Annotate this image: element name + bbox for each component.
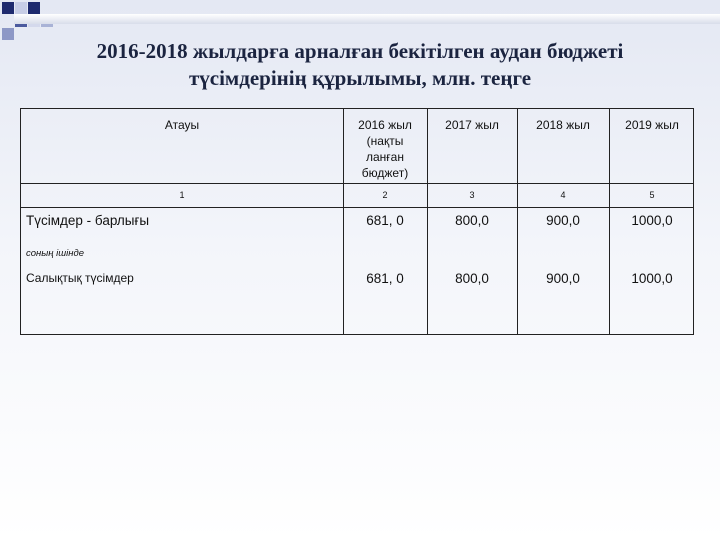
header-2017: 2017 жыл — [445, 118, 499, 132]
column-number: 1 — [179, 190, 185, 200]
header-2018: 2018 жыл — [536, 118, 590, 132]
header-2016: 2016 жыл (нақты ланған бюджет) — [358, 118, 412, 180]
page-title — [40, 38, 680, 92]
title-line-2: түсімдерінің құрылымы, млн. теңге — [188, 66, 532, 90]
cell-value: 900,0 — [546, 213, 580, 228]
row-label-tax: Салықтық түсімдер — [26, 271, 134, 285]
cell-value: 681, 0 — [366, 271, 404, 286]
row-label-total: Түсімдер - барлығы — [26, 213, 150, 228]
column-number: 2 — [382, 190, 388, 200]
cell-value: 800,0 — [455, 213, 489, 228]
grid-line — [21, 183, 693, 184]
column-number: 4 — [560, 190, 566, 200]
column-number: 5 — [649, 190, 655, 200]
cell-value: 800,0 — [455, 271, 489, 286]
row-label-including: соның ішінде — [26, 248, 84, 259]
budget-table — [20, 108, 694, 335]
header-2019: 2019 жыл — [625, 118, 679, 132]
title-line-1: 2016-2018 жылдарға арналған бекітілген аудан бюджеті — [96, 39, 624, 63]
cell-value: 900,0 — [546, 271, 580, 286]
header-band — [14, 14, 720, 24]
cell-value: 1000,0 — [631, 213, 673, 228]
column-number: 3 — [469, 190, 475, 200]
grid-line — [21, 207, 693, 208]
cell-value: 681, 0 — [366, 213, 404, 228]
cell-value: 1000,0 — [631, 271, 673, 286]
header-name: Атауы — [164, 118, 200, 132]
